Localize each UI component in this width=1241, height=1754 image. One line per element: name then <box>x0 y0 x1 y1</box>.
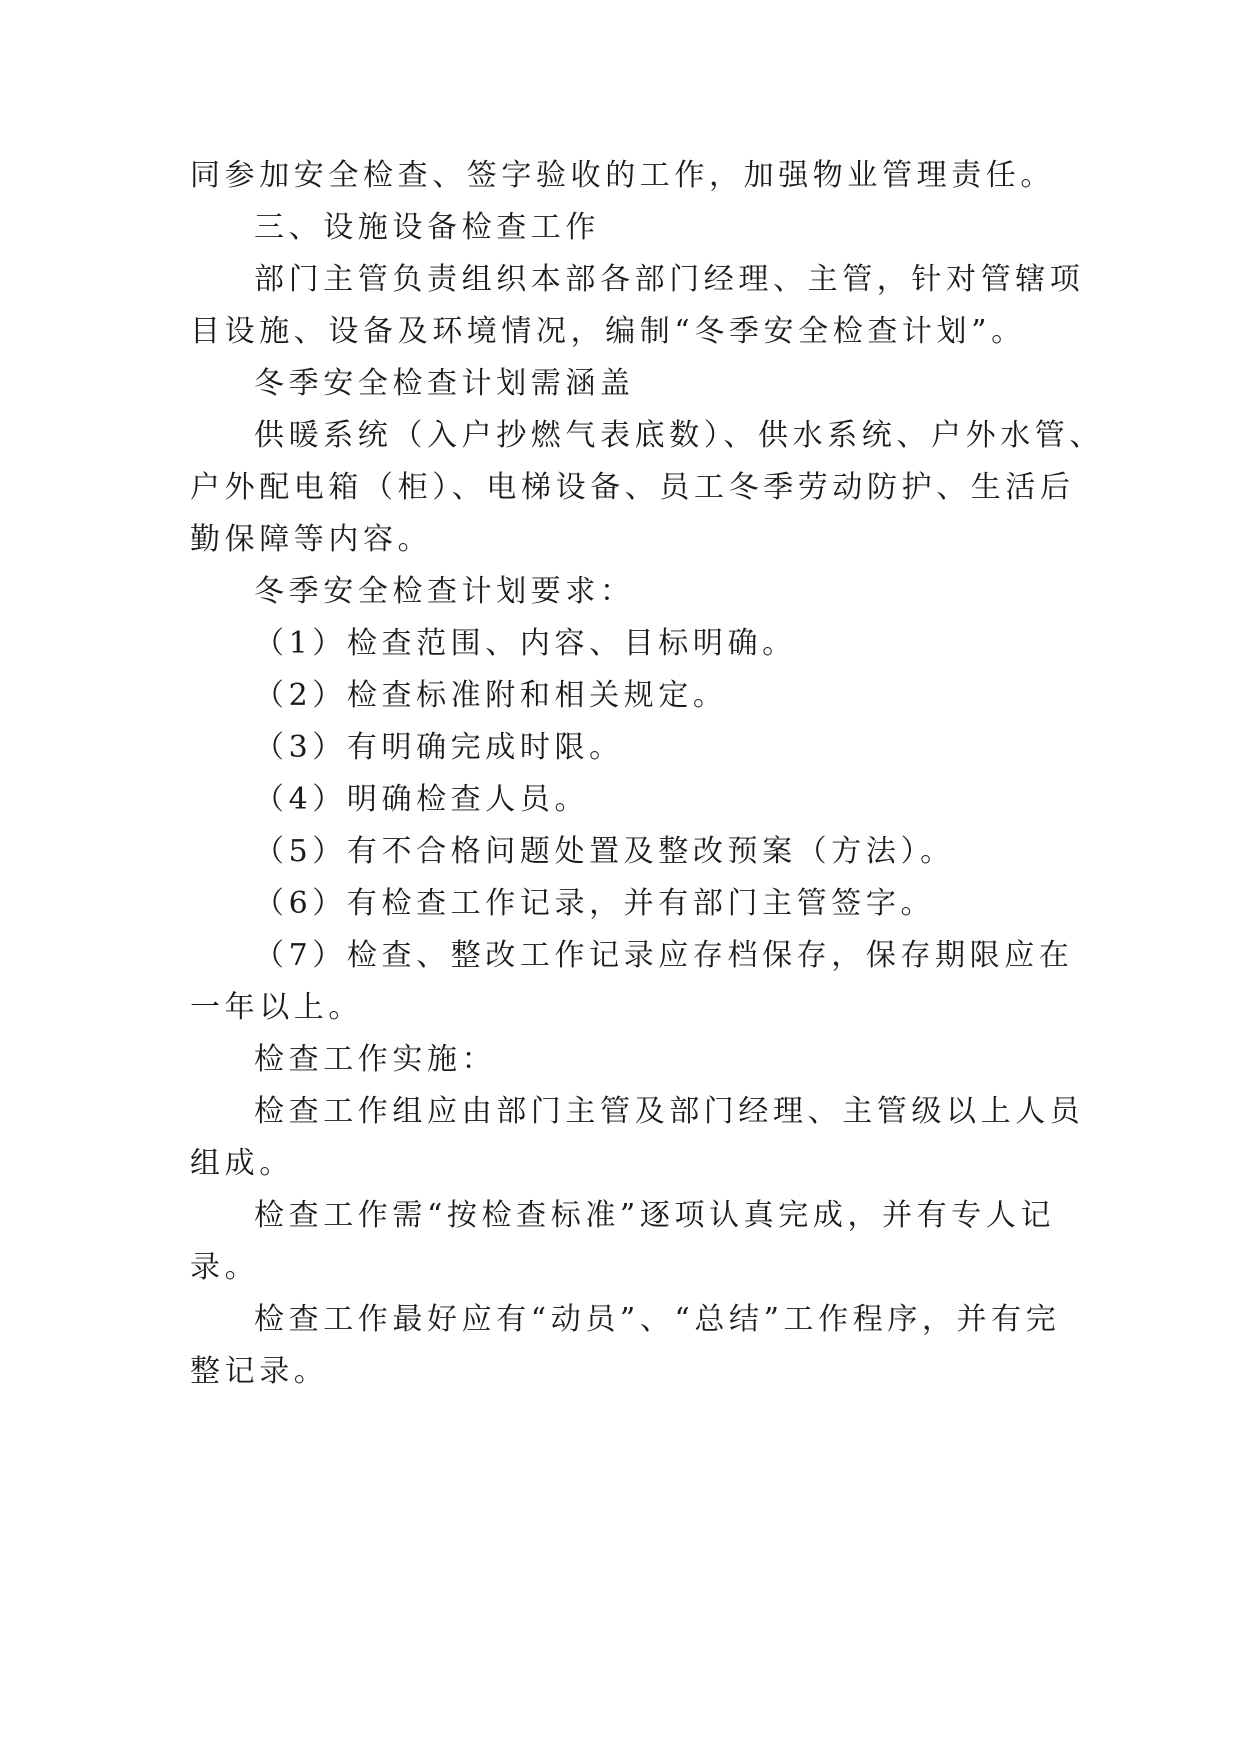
text-line: 目设施、设备及环境情况，编制“冬季安全检查计划”。 <box>190 314 1026 349</box>
text-line: 组成。 <box>190 1146 294 1181</box>
section-heading: 三、设施设备检查工作 <box>254 210 600 245</box>
text-line: 检查工作最好应有“动员”、“总结”工作程序，并有完 <box>254 1302 1061 1337</box>
text-line: 冬季安全检查计划要求： <box>254 574 635 609</box>
text-line: 录。 <box>190 1250 260 1285</box>
list-item: （4）明确检查人员。 <box>254 782 590 817</box>
text-line: 整记录。 <box>190 1354 329 1389</box>
list-item: （1）检查范围、内容、目标明确。 <box>254 626 797 661</box>
list-item: （6）有检查工作记录，并有部门主管签字。 <box>254 886 936 921</box>
list-item: （7）检查、整改工作记录应存档保存，保存期限应在 <box>254 938 1074 973</box>
list-item: （3）有明确完成时限。 <box>254 730 624 765</box>
text-line: 户外配电箱（柜）、电梯设备、员工冬季劳动防护、生活后 <box>190 470 1075 505</box>
list-item: （2）检查标准附和相关规定。 <box>254 678 728 713</box>
text-line: 勤保障等内容。 <box>190 522 433 557</box>
text-line: 供暖系统（入户抄燃气表底数）、供水系统、户外水管、 <box>254 418 1104 453</box>
text-line: 检查工作组应由部门主管及部门经理、主管级以上人员 <box>254 1094 1085 1129</box>
text-line: 部门主管负责组织本部各部门经理、主管，针对管辖项 <box>254 262 1085 297</box>
text-line: 检查工作需“按检查标准”逐项认真完成，并有专人记 <box>254 1198 1056 1233</box>
text-line: 冬季安全检查计划需涵盖 <box>254 366 635 401</box>
text-line: 一年以上。 <box>190 990 363 1025</box>
list-item: （5）有不合格问题处置及整改预案（方法）。 <box>254 834 955 869</box>
text-line: 检查工作实施： <box>254 1042 497 1077</box>
text-line: 同参加安全检查、签字验收的工作，加强物业管理责任。 <box>190 158 1055 193</box>
